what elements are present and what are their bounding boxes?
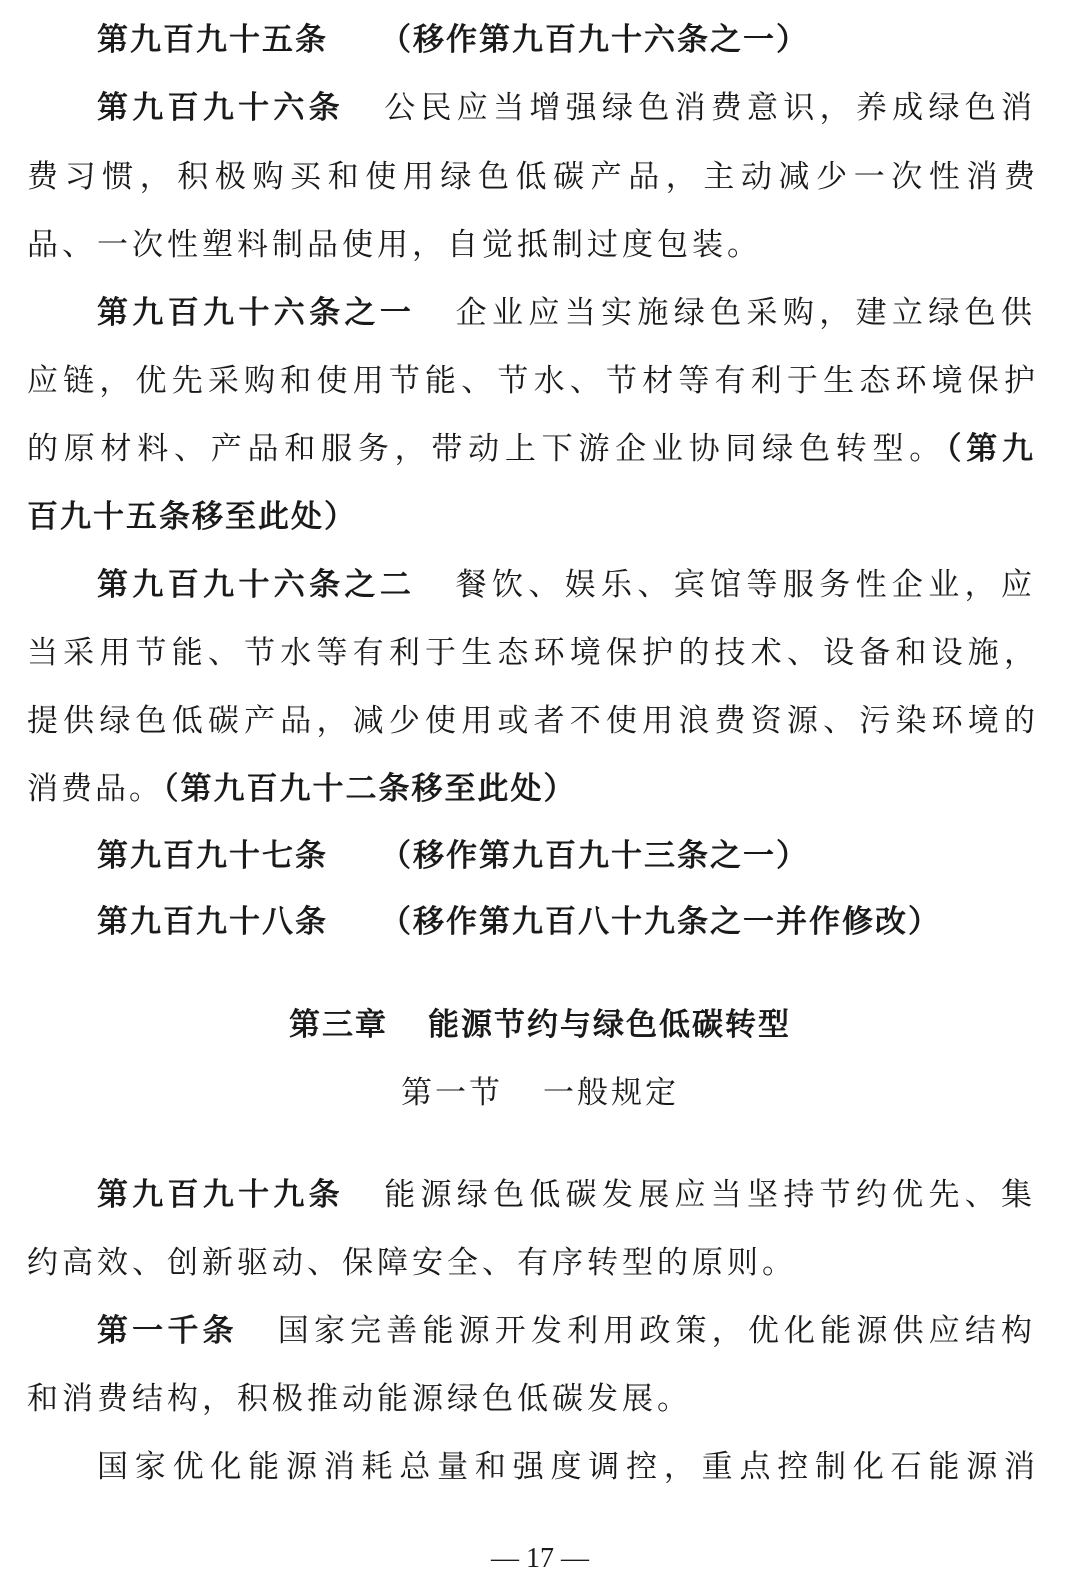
article-996-1-line-3 xyxy=(27,429,1035,469)
article-996-2-line-2: 当采用节能、节水等有利于生态环境保护的技术、设备和设施， xyxy=(27,635,1035,671)
article-996-2-line-1 xyxy=(97,565,1035,605)
article-999-line-1 xyxy=(97,1175,1035,1215)
article-1000-line-3: 国家优化能源消耗总量和强度调控，重点控制化石能源消 xyxy=(97,1449,1035,1485)
article-996-line-3: 品、一次性塑料制品使用，自觉抵制过度包装。 xyxy=(27,227,762,263)
amendment-note: 百九十五条移至此处） xyxy=(27,499,357,535)
amendment-note: （第九 xyxy=(945,431,1035,467)
amendment-note: （移作第九百九十六条之一） xyxy=(380,22,809,58)
article-text: 餐饮、娱乐、宾馆等服务性企业，应 xyxy=(453,567,1035,603)
article-text: 的原材料、产品和服务，带动上下游企业协同绿色转型。 xyxy=(27,431,946,467)
article-heading: 第九百九十八条 xyxy=(97,904,328,940)
chapter-title: 能源节约与绿色低碳转型 xyxy=(428,1007,791,1043)
article-996-1-line-1 xyxy=(97,293,1035,333)
section-heading xyxy=(0,1073,1080,1113)
article-heading: 第一千条 xyxy=(97,1313,238,1349)
article-996-1-line-2: 应链，优先采购和使用节能、节水、节材等有利于生态环境保护 xyxy=(27,363,1035,399)
article-1000-line-1 xyxy=(97,1311,1035,1351)
article-997 xyxy=(97,836,1035,876)
article-heading: 第九百九十六条 xyxy=(97,90,344,126)
article-996-line-2: 费习惯，积极购买和使用绿色低碳产品，主动减少一次性消费 xyxy=(27,159,1035,195)
article-text: 消费品。 xyxy=(27,771,163,807)
article-999-line-2: 约高效、创新驱动、保障安全、有序转型的原则。 xyxy=(27,1245,797,1281)
article-heading: 第九百九十六条之一 xyxy=(97,295,416,331)
article-998 xyxy=(97,902,1035,942)
page-number: — 17 — xyxy=(491,1543,589,1574)
article-995 xyxy=(97,20,1035,60)
article-996-line-1 xyxy=(97,88,1035,128)
article-heading: 第九百九十七条 xyxy=(97,838,328,874)
chapter-number: 第三章 xyxy=(289,1007,388,1043)
article-1000-line-2: 和消费结构，积极推动能源绿色低碳发展。 xyxy=(27,1381,692,1417)
chapter-heading xyxy=(0,1005,1080,1045)
section-title: 一般规定 xyxy=(543,1075,679,1111)
amendment-note: （移作第九百九十三条之一） xyxy=(380,838,809,874)
article-heading: 第九百九十六条之二 xyxy=(97,567,416,603)
article-heading: 第九百九十九条 xyxy=(97,1177,344,1213)
article-text: 国家完善能源开发利用政策，优化能源供应结构 xyxy=(275,1313,1035,1349)
article-text: 能源绿色低碳发展应当坚持节约优先、集 xyxy=(381,1177,1035,1213)
article-text: 公民应当增强绿色消费意识，养成绿色消 xyxy=(381,90,1035,126)
section-number: 第一节 xyxy=(401,1075,503,1111)
amendment-note: （第九百九十二条移至此处） xyxy=(163,771,577,807)
article-text: 企业应当实施绿色采购，建立绿色供 xyxy=(453,295,1035,331)
article-996-2-line-3: 提供绿色低碳产品，减少使用或者不使用浪费资源、污染环境的 xyxy=(27,703,1035,739)
article-996-2-line-4 xyxy=(27,769,1035,809)
article-heading: 第九百九十五条 xyxy=(97,22,328,58)
amendment-note: （移作第九百八十九条之一并作修改） xyxy=(380,904,941,940)
